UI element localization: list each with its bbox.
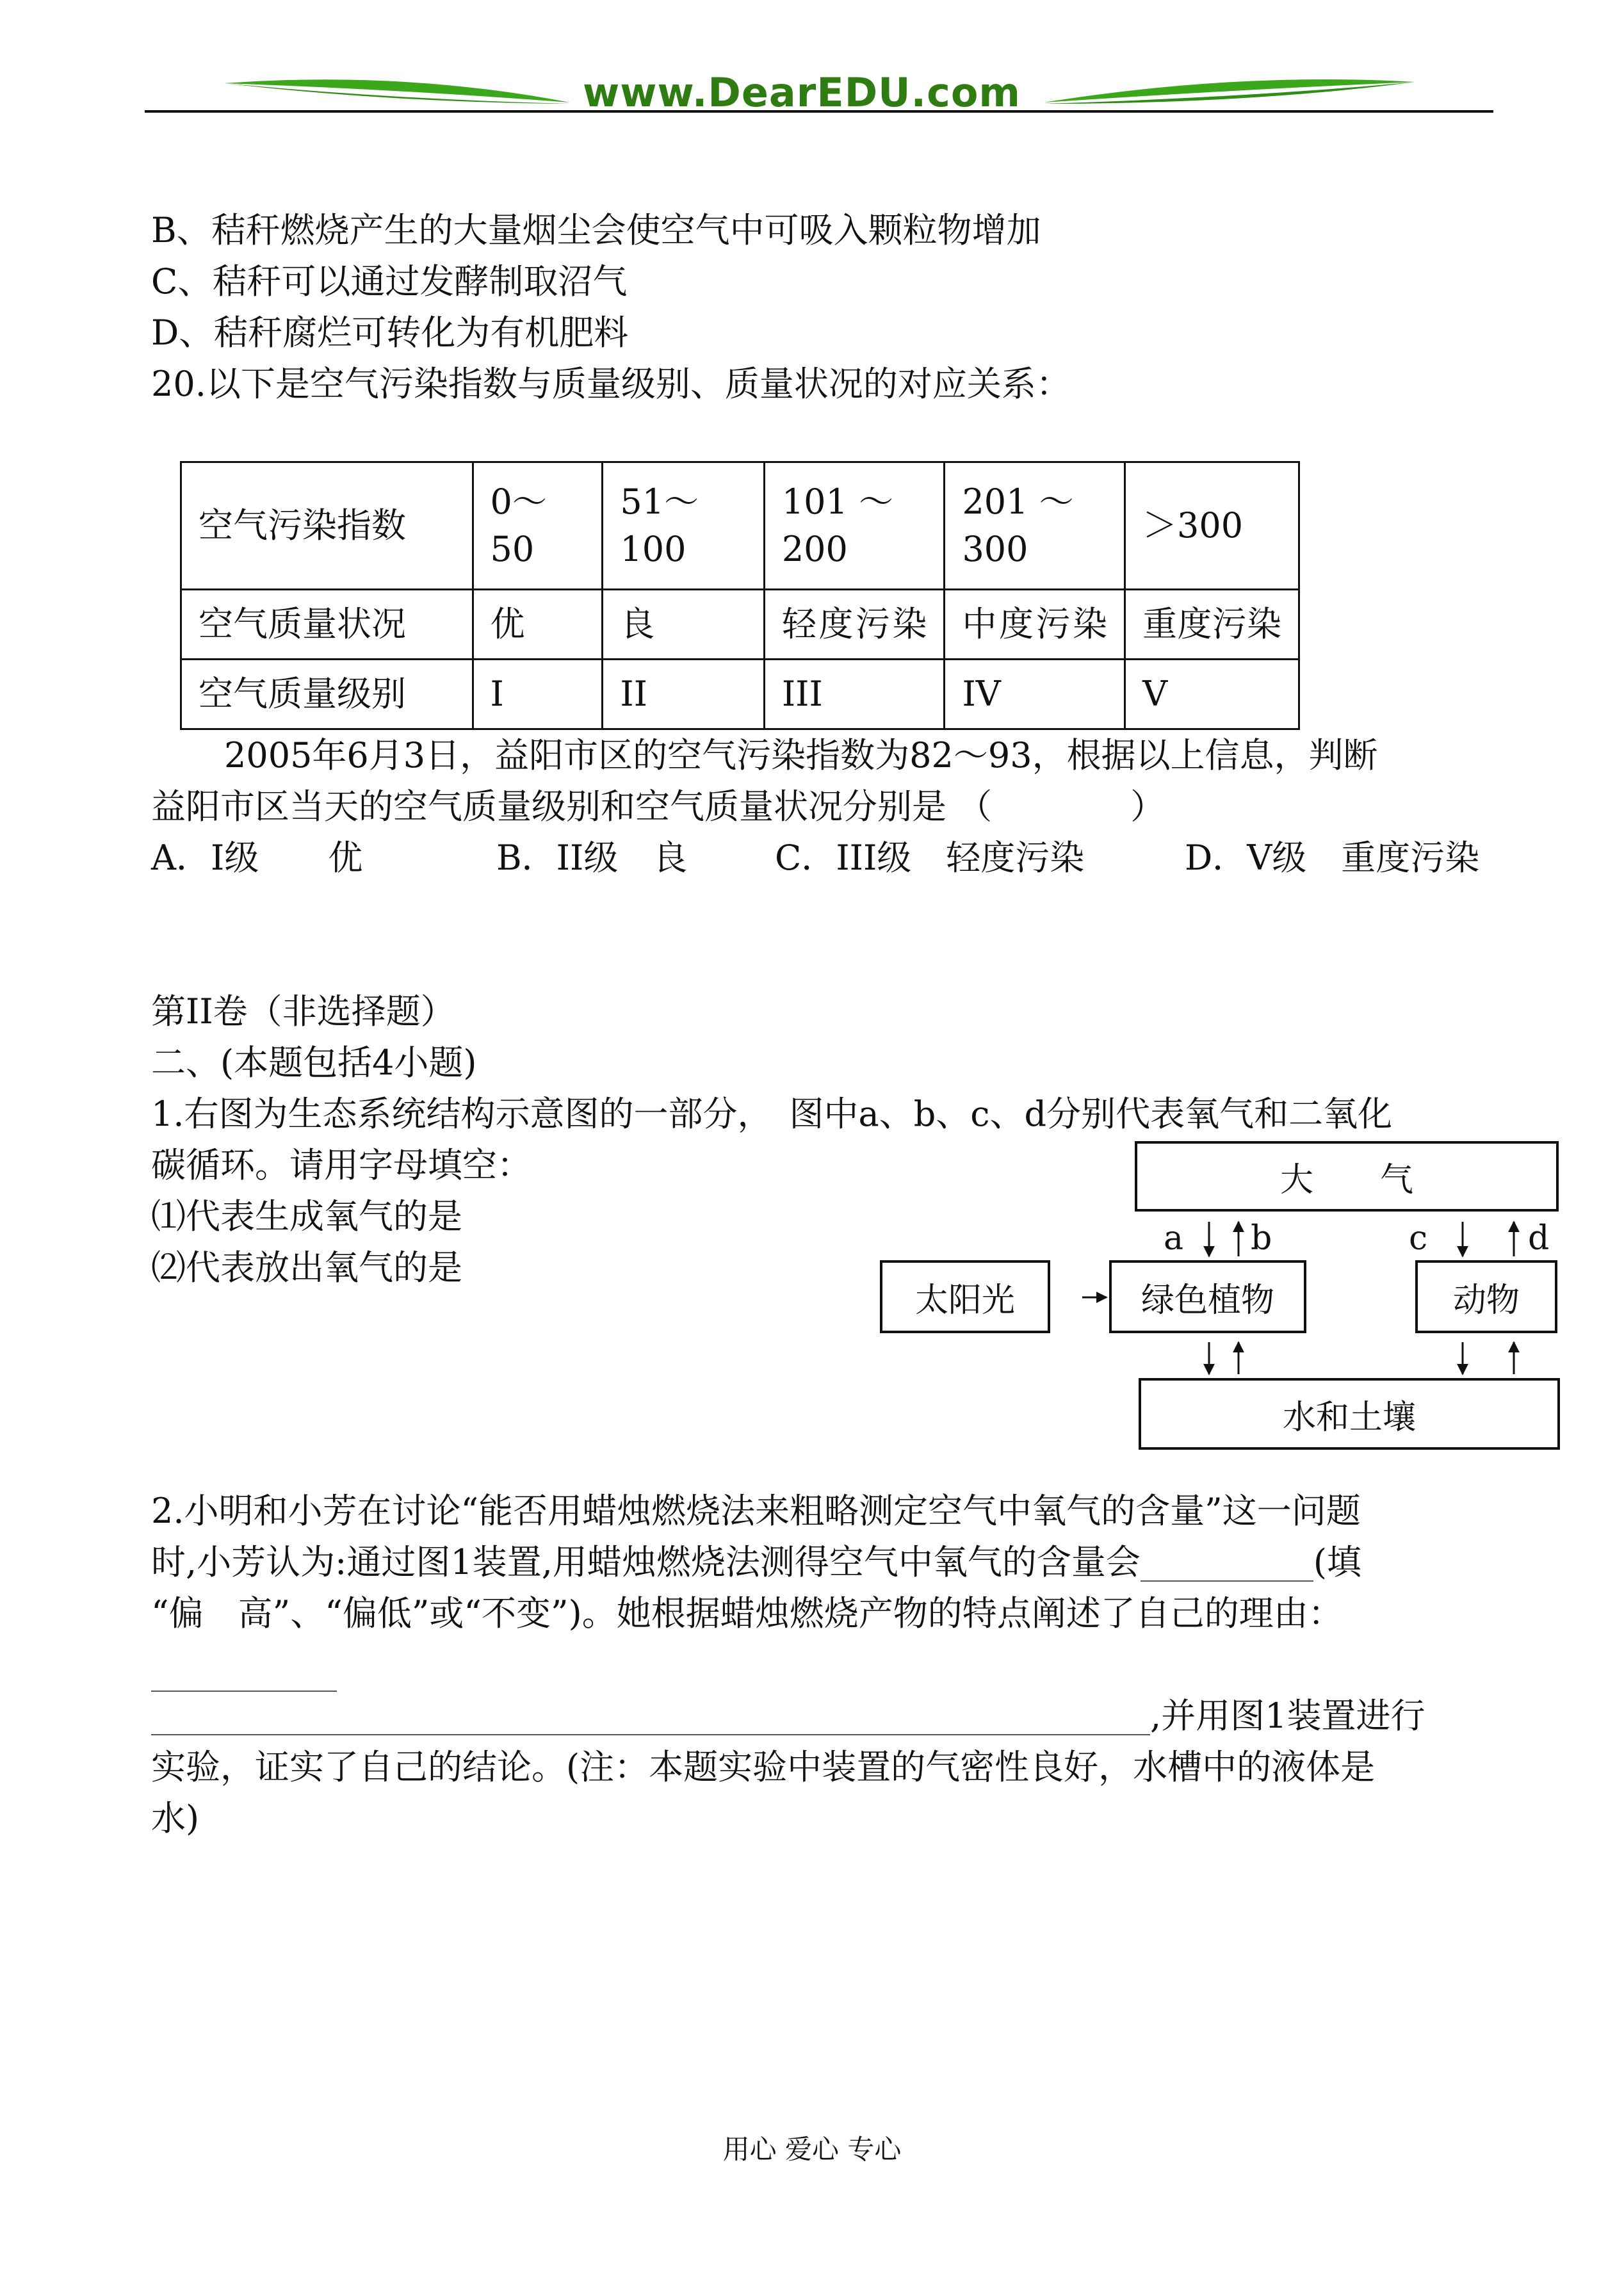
label-c: c <box>1409 1219 1428 1258</box>
q19-option-c: C、秸秆可以通过发酵制取沼气 <box>151 261 628 302</box>
q1-sub1: ⑴代表生成氧气的是 <box>151 1196 462 1237</box>
sunlight-box: 太阳光 <box>880 1260 1050 1333</box>
q2-line3: “偏 高”、“偏低”或“不变”)。她根据蜡烛燃烧产物的特点阐述了自己的理由： <box>151 1593 1343 1634</box>
soil-box: 水和土壤 <box>1139 1378 1560 1450</box>
answer-blank-1[interactable] <box>1141 1545 1313 1582</box>
row-header: 空气质量级别 <box>181 660 473 729</box>
atmosphere-box: 大 气 <box>1135 1141 1559 1212</box>
q1-sub2: ⑵代表放出氧气的是 <box>151 1247 462 1288</box>
q2-line2-tail: (填 <box>1313 1542 1361 1582</box>
label-b: b <box>1251 1219 1272 1258</box>
q20-option-d: D．V级 重度污染 <box>1185 838 1480 878</box>
q1-line2: 碳循环。请用字母填空： <box>151 1145 532 1185</box>
table-cell: 51～100 <box>603 462 764 590</box>
answer-blank-2[interactable] <box>151 1691 337 1692</box>
table-cell: II <box>603 660 764 729</box>
table-cell: IV <box>945 660 1125 729</box>
table-cell: 中度污染 <box>945 590 1125 660</box>
q2-line6: 实验，证实了自己的结论。(注：本题实验中装置的气密性良好，水槽中的液体是 <box>151 1747 1376 1787</box>
table-cell: V <box>1125 660 1299 729</box>
q2-line1: 2.小明和小芳在讨论“能否用蜡烛燃烧法来粗略测定空气中氧气的含量”这一问题 <box>151 1491 1361 1531</box>
table-cell: ＞300 <box>1125 462 1299 590</box>
table-cell: III <box>764 660 945 729</box>
q2-line2-text: 时,小芳认为:通过图1装置,用蜡烛燃烧法测得空气中氧气的含量会 <box>151 1542 1141 1582</box>
table-cell: 101 ～ 200 <box>764 462 945 590</box>
answer-blank-3[interactable] <box>151 1698 1150 1735</box>
q20-paragraph-line1: 2005年6月3日，益阳市区的空气污染指数为82～93，根据以上信息，判断 <box>224 735 1378 775</box>
page-footer: 用心 爱心 专心 <box>722 2134 902 2165</box>
part2-title: 第II卷（非选择题） <box>151 991 455 1032</box>
q2-line5 <box>151 1697 1425 1735</box>
q20-option-a: A．I级 优 <box>151 838 363 878</box>
q2-line2 <box>151 1543 1361 1582</box>
animals-box: 动物 <box>1415 1260 1557 1333</box>
table-cell: 重度污染 <box>1125 590 1299 660</box>
q2-line7: 水) <box>151 1798 200 1838</box>
table-cell: I <box>473 660 603 729</box>
q19-option-b: B、秸秆燃烧产生的大量烟尘会使空气中可吸入颗粒物增加 <box>151 210 1041 250</box>
table-cell: 优 <box>473 590 603 660</box>
site-logo[interactable]: www.DearEDU.com <box>583 69 1021 116</box>
q20-paragraph-line2: 益阳市区当天的空气质量级别和空气质量状况分别是 （ ） <box>151 786 1165 827</box>
table-cell: 轻度污染 <box>764 590 945 660</box>
q20-option-c: C．III级 轻度污染 <box>775 838 1085 878</box>
q20-stem: 20.以下是空气污染指数与质量级别、质量状况的对应关系： <box>151 364 1071 404</box>
q2-line5-tail: ,并用图1装置进行 <box>1150 1696 1425 1736</box>
plants-box: 绿色植物 <box>1109 1260 1306 1333</box>
row-header: 空气质量状况 <box>181 590 473 660</box>
q20-option-b: B．II级 良 <box>496 838 688 878</box>
part2-section: 二、(本题包括4小题) <box>151 1042 477 1083</box>
q19-option-d: D、秸秆腐烂可转化为有机肥料 <box>151 312 629 353</box>
row-header: 空气污染指数 <box>181 462 473 590</box>
table-cell: 良 <box>603 590 764 660</box>
label-d: d <box>1528 1219 1550 1258</box>
table-cell: 201 ～ 300 <box>945 462 1125 590</box>
label-a: a <box>1164 1219 1184 1258</box>
table-cell: 0～50 <box>473 462 603 590</box>
q1-line1: 1.右图为生态系统结构示意图的一部分， 图中a、b、c、d分别代表氧气和二氧化 <box>151 1094 1393 1134</box>
